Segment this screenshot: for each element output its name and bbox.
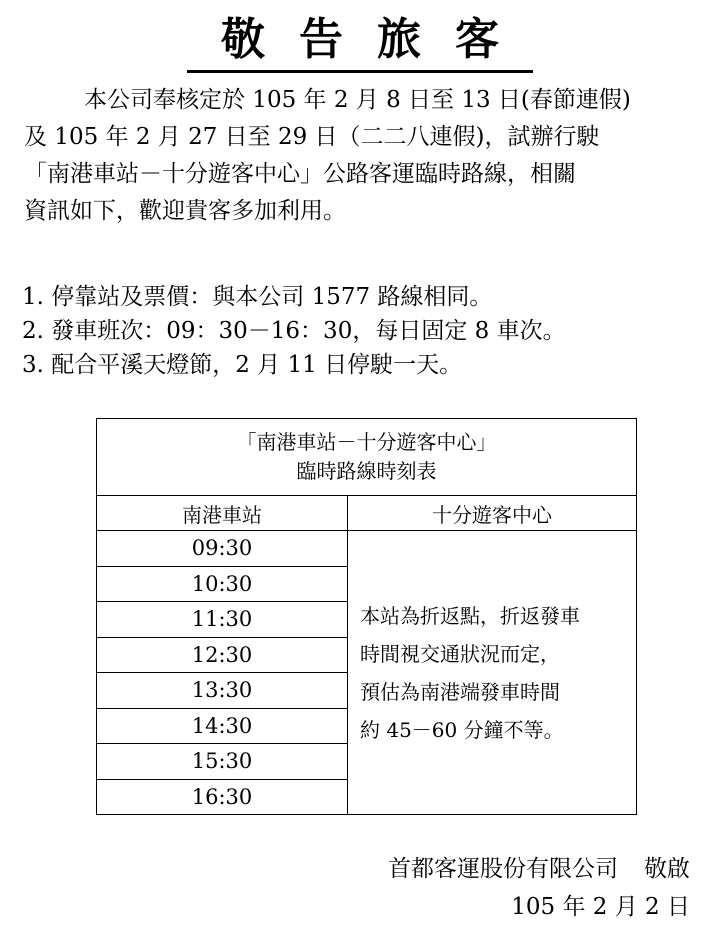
rule-item: 2. 發車班次：09：30－16：30，每日固定 8 車次。 [22,318,566,344]
intro-line: 本公司奉核定於 105 年 2 月 8 日至 13 日(春節連假) [84,87,631,113]
departure-time: 09:30 [97,531,348,567]
rule-item: 1. 停靠站及票價：與本公司 1577 路線相同。 [22,284,493,310]
departure-time: 13:30 [97,673,348,709]
return-note-line: 預估為南港端發車時間 [360,679,560,704]
intro-paragraph [24,82,700,230]
intro-line: 資訊如下，歡迎貴客多加利用。 [24,198,346,224]
return-note-line: 約 45－60 分鐘不等。 [360,717,564,742]
title-wrap [0,12,720,73]
rules-list [22,280,702,382]
intro-line: 「南港車站－十分遊客中心」公路客運臨時路線，相關 [24,161,576,187]
signature-block [388,850,690,926]
timetable-caption-line2: 臨時路線時刻表 [296,459,437,483]
timetable-caption-line1: 「南港車站－十分遊客中心」 [236,430,497,454]
departure-time: 12:30 [97,637,348,673]
return-note-line: 時間視交通狀況而定， [360,641,560,666]
company-name: 首都客運股份有限公司 [388,856,618,882]
timetable [96,418,637,815]
signature-line [388,850,690,888]
departure-time: 11:30 [97,602,348,638]
timetable-caption [97,419,637,496]
departure-time: 16:30 [97,779,348,815]
signature-date: 105 年 2 月 2 日 [511,894,690,920]
col-header-shifen: 十分遊客中心 [348,496,637,531]
departure-time: 10:30 [97,566,348,602]
return-note-line: 本站為折返點，折返發車 [360,603,580,628]
departure-time: 15:30 [97,744,348,780]
return-note [348,531,637,815]
closing-word: 敬啟 [644,856,690,882]
notice-title: 敬告旅客 [187,12,533,73]
col-header-nangang: 南港車站 [97,496,348,531]
intro-line: 及 105 年 2 月 27 日至 29 日（二二八連假)，試辦行駛 [24,124,600,150]
departure-time: 14:30 [97,708,348,744]
rule-item: 3. 配合平溪天燈節，2 月 11 日停駛一天。 [22,352,463,378]
